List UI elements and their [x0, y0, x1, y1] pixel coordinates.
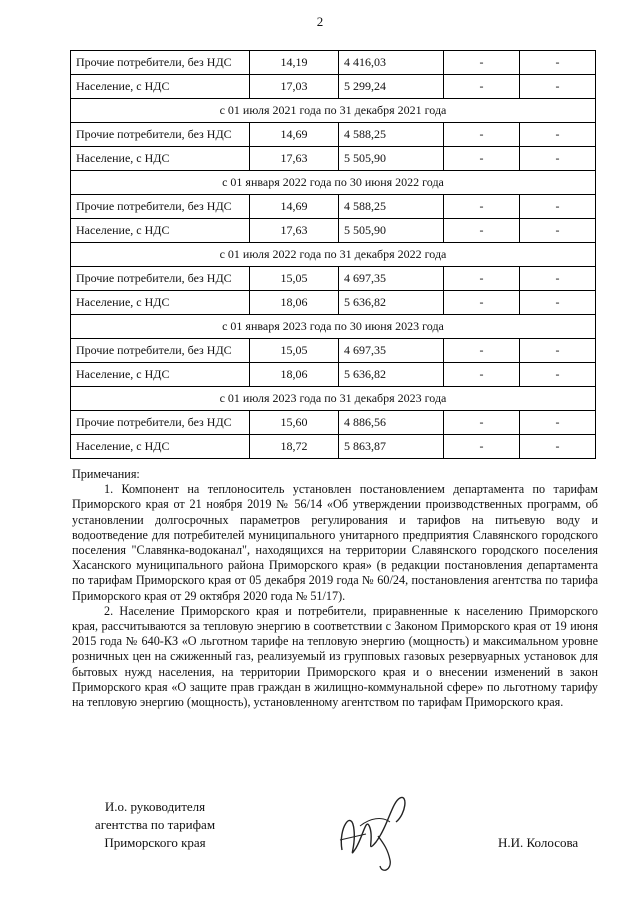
cell-d1: - — [444, 147, 520, 171]
cell-v1: 15,60 — [250, 411, 339, 435]
period-row — [71, 387, 596, 411]
signatory-name: Н.И. Колосова — [498, 835, 579, 850]
table-row — [71, 267, 596, 291]
cell-v2: 5 863,87 — [339, 435, 444, 459]
cell-v2: 4 588,25 — [339, 195, 444, 219]
table-row — [71, 75, 596, 99]
cell-v1: 18,06 — [250, 363, 339, 387]
cell-d1: - — [444, 267, 520, 291]
period-label: с 01 июля 2021 года по 31 декабря 2021 года — [71, 99, 596, 123]
period-label: с 01 июля 2023 года по 31 декабря 2023 года — [71, 387, 596, 411]
cell-name: Прочие потребители, без НДС — [71, 51, 250, 75]
table-row — [71, 291, 596, 315]
cell-d2: - — [520, 411, 596, 435]
cell-d1: - — [444, 195, 520, 219]
cell-d2: - — [520, 339, 596, 363]
cell-name: Население, с НДС — [71, 291, 250, 315]
cell-v1: 14,69 — [250, 123, 339, 147]
tariff-table — [70, 50, 596, 459]
cell-d1: - — [444, 51, 520, 75]
cell-v1: 17,63 — [250, 219, 339, 243]
period-row — [71, 243, 596, 267]
cell-v2: 5 505,90 — [339, 147, 444, 171]
cell-name: Прочие потребители, без НДС — [71, 339, 250, 363]
table-row — [71, 435, 596, 459]
cell-v2: 5 636,82 — [339, 363, 444, 387]
table-row — [71, 219, 596, 243]
cell-d2: - — [520, 291, 596, 315]
note-item-2: 2. Население Приморского края и потребители, приравненные к населению Приморского края, рассчитываются за тепловую энергию в соответствии с Законом Приморского края от 19 июня 2015 года № 640-КЗ «О льготном тарифе на тепловую энергию (мощность) и максимальном уровне розничных цен на сжиженный газ, реализуемый из групповых газовых резервуарных установок для бытовых нужд населения, на территории Приморского края и о внесении изменений в закон Приморского края «О защите прав граждан в жилищно-коммунальной сфере» по льготному тарифу на тепловую энергию (мощность), установленному агентством по тарифам Приморского края. — [72, 603, 598, 710]
cell-d1: - — [444, 435, 520, 459]
notes-section — [72, 467, 598, 710]
page-number: 2 — [316, 14, 324, 29]
signatory-title-line: агентства по тарифам — [94, 817, 216, 832]
cell-v1: 14,69 — [250, 195, 339, 219]
cell-d2: - — [520, 219, 596, 243]
cell-d1: - — [444, 291, 520, 315]
cell-d1: - — [444, 339, 520, 363]
signatory-title-line: Приморского края — [104, 835, 206, 850]
notes-heading: Примечания: — [72, 467, 140, 481]
cell-d2: - — [520, 123, 596, 147]
cell-d1: - — [444, 411, 520, 435]
cell-v2: 5 636,82 — [339, 291, 444, 315]
cell-v1: 17,63 — [250, 147, 339, 171]
period-label: с 01 января 2022 года по 30 июня 2022 года — [71, 171, 596, 195]
table-row — [71, 147, 596, 171]
cell-name: Население, с НДС — [71, 435, 250, 459]
cell-d1: - — [444, 219, 520, 243]
cell-name: Прочие потребители, без НДС — [71, 123, 250, 147]
period-label: с 01 января 2023 года по 30 июня 2023 года — [71, 315, 596, 339]
cell-d2: - — [520, 195, 596, 219]
period-row — [71, 315, 596, 339]
cell-d2: - — [520, 75, 596, 99]
cell-v2: 4 886,56 — [339, 411, 444, 435]
cell-v1: 14,19 — [250, 51, 339, 75]
cell-name: Прочие потребители, без НДС — [71, 267, 250, 291]
cell-d1: - — [444, 123, 520, 147]
cell-v1: 18,06 — [250, 291, 339, 315]
cell-d1: - — [444, 75, 520, 99]
table-row — [71, 339, 596, 363]
signatory-title-line: И.о. руководителя — [104, 799, 206, 814]
table-row — [71, 51, 596, 75]
cell-v2: 5 505,90 — [339, 219, 444, 243]
cell-name: Население, с НДС — [71, 147, 250, 171]
period-row — [71, 171, 596, 195]
cell-d2: - — [520, 267, 596, 291]
cell-d1: - — [444, 363, 520, 387]
cell-v1: 17,03 — [250, 75, 339, 99]
cell-d2: - — [520, 435, 596, 459]
cell-v2: 4 588,25 — [339, 123, 444, 147]
cell-v2: 4 697,35 — [339, 267, 444, 291]
cell-v1: 15,05 — [250, 267, 339, 291]
note-item-1: 1. Компонент на теплоноситель установлен постановлением департамента по тарифам Приморского края от 21 ноября 2019 № 56/14 «Об утверждении производственных программ, об установлении долгосрочных параметров регулирования и тарифов на питьевую воду и водоотведение для потребителей муниципального унитарного предприятия Славянского городского поселения "Славянка-водоканал", находящихся на территории Славянского городского поселения Хасанского муниципального района Приморского края» (в редакции постановления департамента по тарифам Приморского края от 05 декабря 2019 года № 60/24, постановления агентства по тарифа Приморского края от 29 октября 2020 года № 51/17). — [72, 482, 598, 603]
table-row — [71, 363, 596, 387]
handwritten-signature — [330, 788, 430, 878]
cell-name: Население, с НДС — [71, 219, 250, 243]
cell-d2: - — [520, 363, 596, 387]
cell-v2: 4 697,35 — [339, 339, 444, 363]
table-row — [71, 195, 596, 219]
cell-v2: 5 299,24 — [339, 75, 444, 99]
cell-name: Население, с НДС — [71, 75, 250, 99]
cell-name: Население, с НДС — [71, 363, 250, 387]
cell-name: Прочие потребители, без НДС — [71, 195, 250, 219]
cell-d2: - — [520, 51, 596, 75]
table-row — [71, 411, 596, 435]
cell-d2: - — [520, 147, 596, 171]
table-row — [71, 123, 596, 147]
period-row — [71, 99, 596, 123]
cell-v2: 4 416,03 — [339, 51, 444, 75]
cell-name: Прочие потребители, без НДС — [71, 411, 250, 435]
period-label: с 01 июля 2022 года по 31 декабря 2022 года — [71, 243, 596, 267]
cell-v1: 18,72 — [250, 435, 339, 459]
cell-v1: 15,05 — [250, 339, 339, 363]
signatory-title — [70, 798, 240, 852]
